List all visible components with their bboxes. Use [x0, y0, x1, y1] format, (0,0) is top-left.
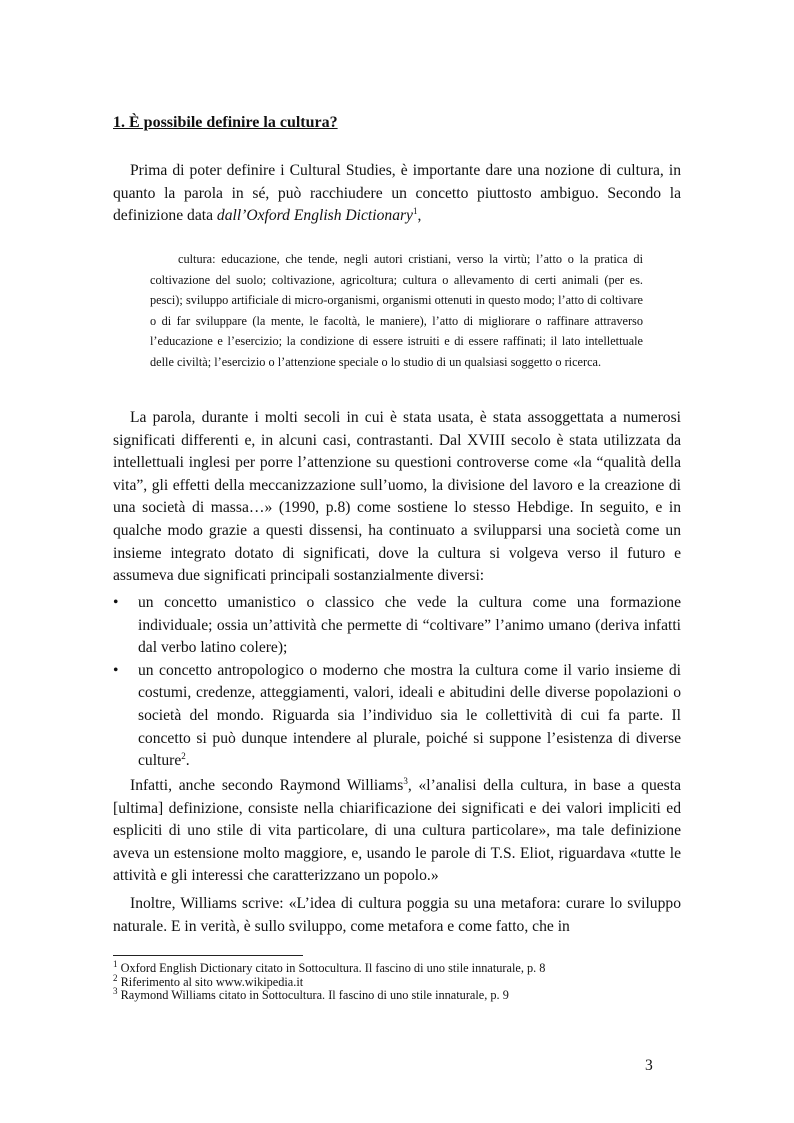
footnote-text: Oxford English Dictionary citato in Sottocultura. Il fascino di uno stile innaturale, p. 8 [117, 961, 546, 975]
page-number: 3 [645, 1057, 653, 1074]
list-item-tail: . [185, 752, 190, 770]
footnote [113, 985, 681, 1003]
history-paragraph: La parola, durante i molti secoli in cui è stata usata, è stata assoggettata a numerosi significati differenti e, in alcuni casi, contrastanti. Dal XVIII secolo è stata utilizzata da intellettuali inglesi per porre l’attenzione su questioni controverse come «la “qualità della vita”, gli effetti della meccanizzazione sull’uomo, la divisione del lavoro e la creazione di una società di massa…» (1990, p.8) come sostiene lo stesso Hebdige. In seguito, e in qualche modo grazie a questi dissensi, ha continuato a svilupparsi una società come un insieme integrato dotato di significati, dove la cultura si volgeva verso il futuro e assumeva due significati principali sostanzialmente diversi: [113, 409, 681, 585]
bullet-marker: • [113, 661, 119, 679]
meaning-list [113, 592, 681, 773]
williams-text: Infatti, anche secondo Raymond Williams [130, 777, 404, 794]
dictionary-title: dall’Oxford English Dictionary [216, 207, 413, 225]
williams-paragraph [113, 775, 681, 888]
footnote-ref-1: 1 [412, 206, 418, 216]
metaphor-paragraph: Inoltre, Williams scrive: «L’idea di cultura poggia su una metafora: curare lo sviluppo naturale. E in verità, è sullo sviluppo, come metafora e come fatto, che in [113, 895, 681, 935]
list-item [113, 660, 681, 773]
footnote-number: 3 [113, 985, 118, 996]
footnote-ref-3: 3 [403, 775, 408, 786]
list-item-text: un concetto antropologico o moderno che mostra la cultura come il vario insieme di costumi, credenze, atteggiamenti, valori, ideali e abitudini delle diverse popolazioni o società del mondo. Riguarda sia l’individuo sia le collettività di cui fa parte. Il concetto si può dunque intendere al plurale, poiché si suppone l’esistenza di diverse culture [138, 661, 681, 770]
list-item-text: un concetto umanistico o classico che vede la cultura come una formazione individuale; ossia un’attività che permette di “coltivare” l’animo umano (deriva infatti dal verbo latino colere); [138, 594, 681, 657]
list-item [113, 592, 681, 660]
footnote-ref-2: 2 [181, 750, 186, 761]
footnote [113, 972, 681, 990]
footnote-text: Raymond Williams citato in Sottocultura. Il fascino di uno stile innaturale, p. 9 [117, 988, 509, 1002]
section-heading: 1. È possibile definire la cultura? [113, 114, 338, 131]
block-quote-definition: cultura: educazione, che tende, negli autori cristiani, verso la virtù; l’atto o la pratica di coltivazione del suolo; coltivazione, agricoltura; cultura o allevamento di certi animali (per es. pesci); sviluppo artificiale di micro-organismi, organismi ottenuti in questo modo; l’atto di coltivare o di far sviluppare (la mente, le facoltà, le maniere), l’atto di migliorare o raffinare attraverso l’educazione e l’esercizio; la condizione di essere istruiti e di essere raffinati; il lato intellettuale delle civiltà; l’esercizio o l’attenzione speciale o lo studio di un qualsiasi soggetto o ricerca. [150, 252, 643, 369]
williams-text-cont: , «l’analisi della cultura, in base a questa [ultima] definizione, consiste nella chiarificazione dei significati e dei valori impliciti ed espliciti di uno stile di vita particolare, di una cultura particolare», ma tale definizione aveva un estensione molto maggiore, e, usando le parole di T.S. Eliot, riguardava «tutte le attività e gli interessi che caratterizzano un popolo.» [113, 777, 681, 885]
intro-paragraph [113, 160, 681, 228]
footnote-divider [113, 955, 303, 956]
bullet-marker: • [113, 594, 119, 611]
footnote-number: 1 [113, 958, 118, 969]
footnote-number: 2 [113, 972, 118, 983]
footnote-text: Riferimento al sito www.wikipedia.it [117, 974, 304, 989]
intro-tail: , [417, 207, 422, 225]
footnote [113, 958, 681, 976]
intro-text: Prima di poter definire i Cultural Studies, è importante dare una nozione di cultura, in quanto la parola in sé, può racchiudere un concetto piuttosto ambiguo. Secondo la definizione data [113, 162, 681, 225]
footnotes [113, 958, 681, 1003]
